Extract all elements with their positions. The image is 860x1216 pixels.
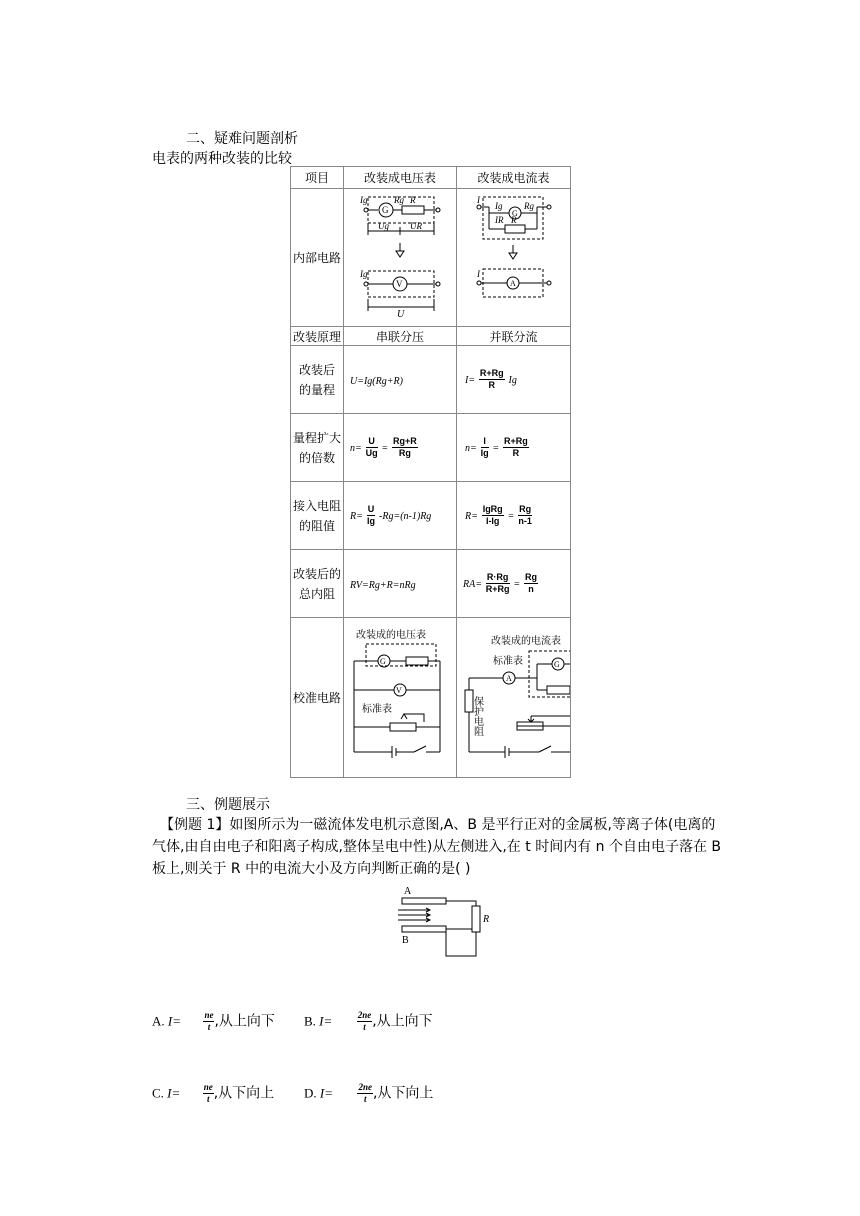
calibration-voltmeter [344,618,457,778]
principle-voltage: 串联分压 [344,327,457,346]
option-c-text: ,从下向上 [213,1085,275,1102]
frac-num: R+Rg [503,436,528,446]
label-ir: IR [495,215,504,225]
frac-num: I [481,436,489,448]
frac-num: R+Rg [479,368,504,378]
cal-v-label: V [396,686,402,695]
calibration-ammeter-diagram [457,618,570,774]
mc-eq: = [492,443,500,454]
option-a-text: ,从上向下 [214,1013,275,1030]
rc-frac2 [518,504,532,527]
option-d[interactable] [304,1082,433,1105]
ammeter-circuit-diagram [457,189,570,323]
tc-frac2 [524,572,538,595]
frac-den: I-Ig [485,516,500,526]
section3-heading: 三、例题展示 [186,797,270,813]
label-i2: I [477,269,480,279]
plate-b-label: B [402,935,409,946]
cal-g-label: G [380,657,386,666]
mv-prefix: n= [350,443,362,454]
option-c-letter: C. [152,1085,168,1101]
calibration-voltmeter-diagram [344,618,456,774]
example-tag: 【例题 1】 [160,817,230,833]
label-i: I [477,195,480,205]
total-voltage [344,550,457,618]
option-d-letter: D. [304,1085,320,1101]
row-label-internal: 内部电路 [291,189,344,327]
option-b-letter: B. [304,1013,320,1029]
frac-den: Rg [398,448,411,458]
frac-num: U [367,504,375,514]
standard-label: 标准表 [362,704,392,715]
row-label-multiple [291,414,344,482]
frac-den: n [528,584,534,594]
rc-eq: = [507,511,515,522]
ammeter-title: 改装成的电流表 [491,636,561,647]
total-current [457,550,571,618]
option-c-prefix: I= [167,1085,181,1101]
frac-num: 2ne [357,1010,372,1020]
mv-frac1 [366,436,378,459]
option-c[interactable] [152,1082,274,1105]
label-ug: Ug [378,221,389,231]
label-ig: Ig [360,195,368,205]
range-voltage [344,346,457,414]
table-row-internal [291,189,571,327]
range-current-prefix: I= [465,375,476,386]
rv-prefix: R= [350,511,363,522]
multiple-label-text: 量程扩大的倍数 [292,430,341,465]
range-current-fraction [479,368,505,391]
voltmeter-internal-circuit [344,189,457,327]
multiple-voltage [344,414,457,482]
principle-current: 并联分流 [457,327,571,346]
example-line1: 如图所示为一磁流体发电机示意图,A、B 是平行正对的金属板,等离子体(电离的 [229,817,716,833]
label-r-a: R [511,215,517,225]
label-v: V [396,279,403,289]
comparison-table [290,166,571,778]
rc-frac1 [482,504,504,527]
label-ig2: Ig [360,269,368,279]
multiple-current [457,414,571,482]
resistance-current [457,482,571,550]
option-a-prefix: I= [167,1013,181,1029]
frac-num: R·Rg [486,572,509,582]
option-b-fraction [357,1010,373,1033]
range-current-suffix: Ig [508,375,517,386]
frac-den: Ig [366,516,375,526]
resistance-voltage [344,482,457,550]
label-a: A [510,279,516,288]
header-ammeter: 改装成电流表 [457,167,571,189]
range-voltage-formula: U=Ig(Rg+R) [350,375,403,387]
tc-eq: = [513,579,521,590]
table-row-range [291,346,571,414]
section2-heading: 二、疑难问题剖析 [186,131,298,147]
rv-frac [367,504,376,527]
example-paragraph [152,814,768,880]
header-voltmeter: 改装成电压表 [344,167,457,189]
frac-den: n-1 [518,516,532,526]
standard2-label: 标准表 [493,656,523,667]
table-row-resistance [291,482,571,550]
frac-den: t [207,1022,211,1032]
frac-den: t [363,1094,367,1104]
example-line3: 板上,则关于 R 中的电流大小及方向判断正确的是( ) [152,861,471,877]
row-label-calibration: 校准电路 [291,618,344,778]
mc-frac2 [503,436,529,459]
label-g-a: G [512,209,518,218]
row-label-principle: 改装原理 [291,327,344,346]
resistor-r-label: R [483,914,490,925]
frac-den: Ug [365,448,378,458]
voltmeter-title: 改装成的电压表 [356,630,426,641]
rv-suffix: -Rg=(n-1)Rg [379,511,432,522]
option-b[interactable] [304,1010,433,1033]
example-line2: 气体,由自由电子和阳离子构成,整体呈电中性)从左侧进入,在 t 时间内有 n 个自由电子落在 B [152,839,722,855]
rc-prefix: R= [465,511,478,522]
mv-eq: = [381,443,389,454]
tc-prefix: RA= [463,579,482,590]
total-label-text: 改装后的总内阻 [292,566,341,601]
label-rg-a: Rg [524,201,534,211]
label-u: U [397,309,405,320]
frac-den: R [488,380,496,390]
label-r: R [410,195,416,205]
mc-frac1 [481,436,489,459]
option-a-fraction [203,1010,214,1033]
frac-num: ne [203,1082,213,1092]
section2-subheading: 电表的两种改装的比较 [152,151,292,167]
frac-den: Ig [480,448,489,458]
label-g: G [382,205,389,215]
protect-label: 保护电阻 [471,696,483,736]
mv-frac2 [392,436,418,459]
frac-den: R+Rg [485,584,510,594]
table-header-row [291,167,571,189]
cal-a-label: A [506,674,512,683]
plate-a-label: A [404,886,412,897]
label-rg: Rg [394,195,404,205]
mc-prefix: n= [465,443,477,454]
label-ur: UR [410,221,422,231]
option-b-prefix: I= [319,1013,333,1029]
ammeter-internal-circuit [457,189,571,327]
option-b-text: ,从上向下 [372,1013,433,1030]
frac-num: Rg [524,572,537,582]
header-item: 项目 [291,167,344,189]
frac-den: R [512,448,520,458]
table-row-calibration [291,618,571,778]
frac-num: Rg [519,504,532,514]
frac-num: 2ne [358,1082,372,1092]
frac-num: ne [204,1010,214,1020]
frac-den: t [363,1022,366,1032]
label-ig-a: Ig [495,201,503,211]
frac-den: t [206,1094,210,1104]
option-d-fraction [357,1082,373,1105]
row-label-resistance [291,482,344,550]
voltmeter-circuit-diagram [344,189,456,323]
row-label-total [291,550,344,618]
resistance-label-text: 接入电阻的阻值 [293,498,342,533]
mhd-generator-figure [392,880,492,960]
calibration-ammeter [457,618,571,778]
range-label-text: 改装后的量程 [298,362,335,397]
cal-g2-label: G [554,660,560,669]
option-a-letter: A. [152,1013,168,1029]
table-row-principle [291,327,571,346]
frac-num: Rg+R [392,436,417,446]
option-a[interactable] [152,1010,275,1033]
table-row-total [291,550,571,618]
total-voltage-formula: RV=Rg+R=nRg [350,579,416,591]
option-d-text: ,从下向上 [372,1085,434,1102]
tc-frac1 [486,572,510,595]
frac-num: IgRg [482,504,503,514]
option-c-fraction [203,1082,214,1105]
row-label-range [291,346,344,414]
frac-num: U [366,436,378,448]
range-current [457,346,571,414]
table-row-multiple [291,414,571,482]
option-d-prefix: I= [319,1085,333,1101]
